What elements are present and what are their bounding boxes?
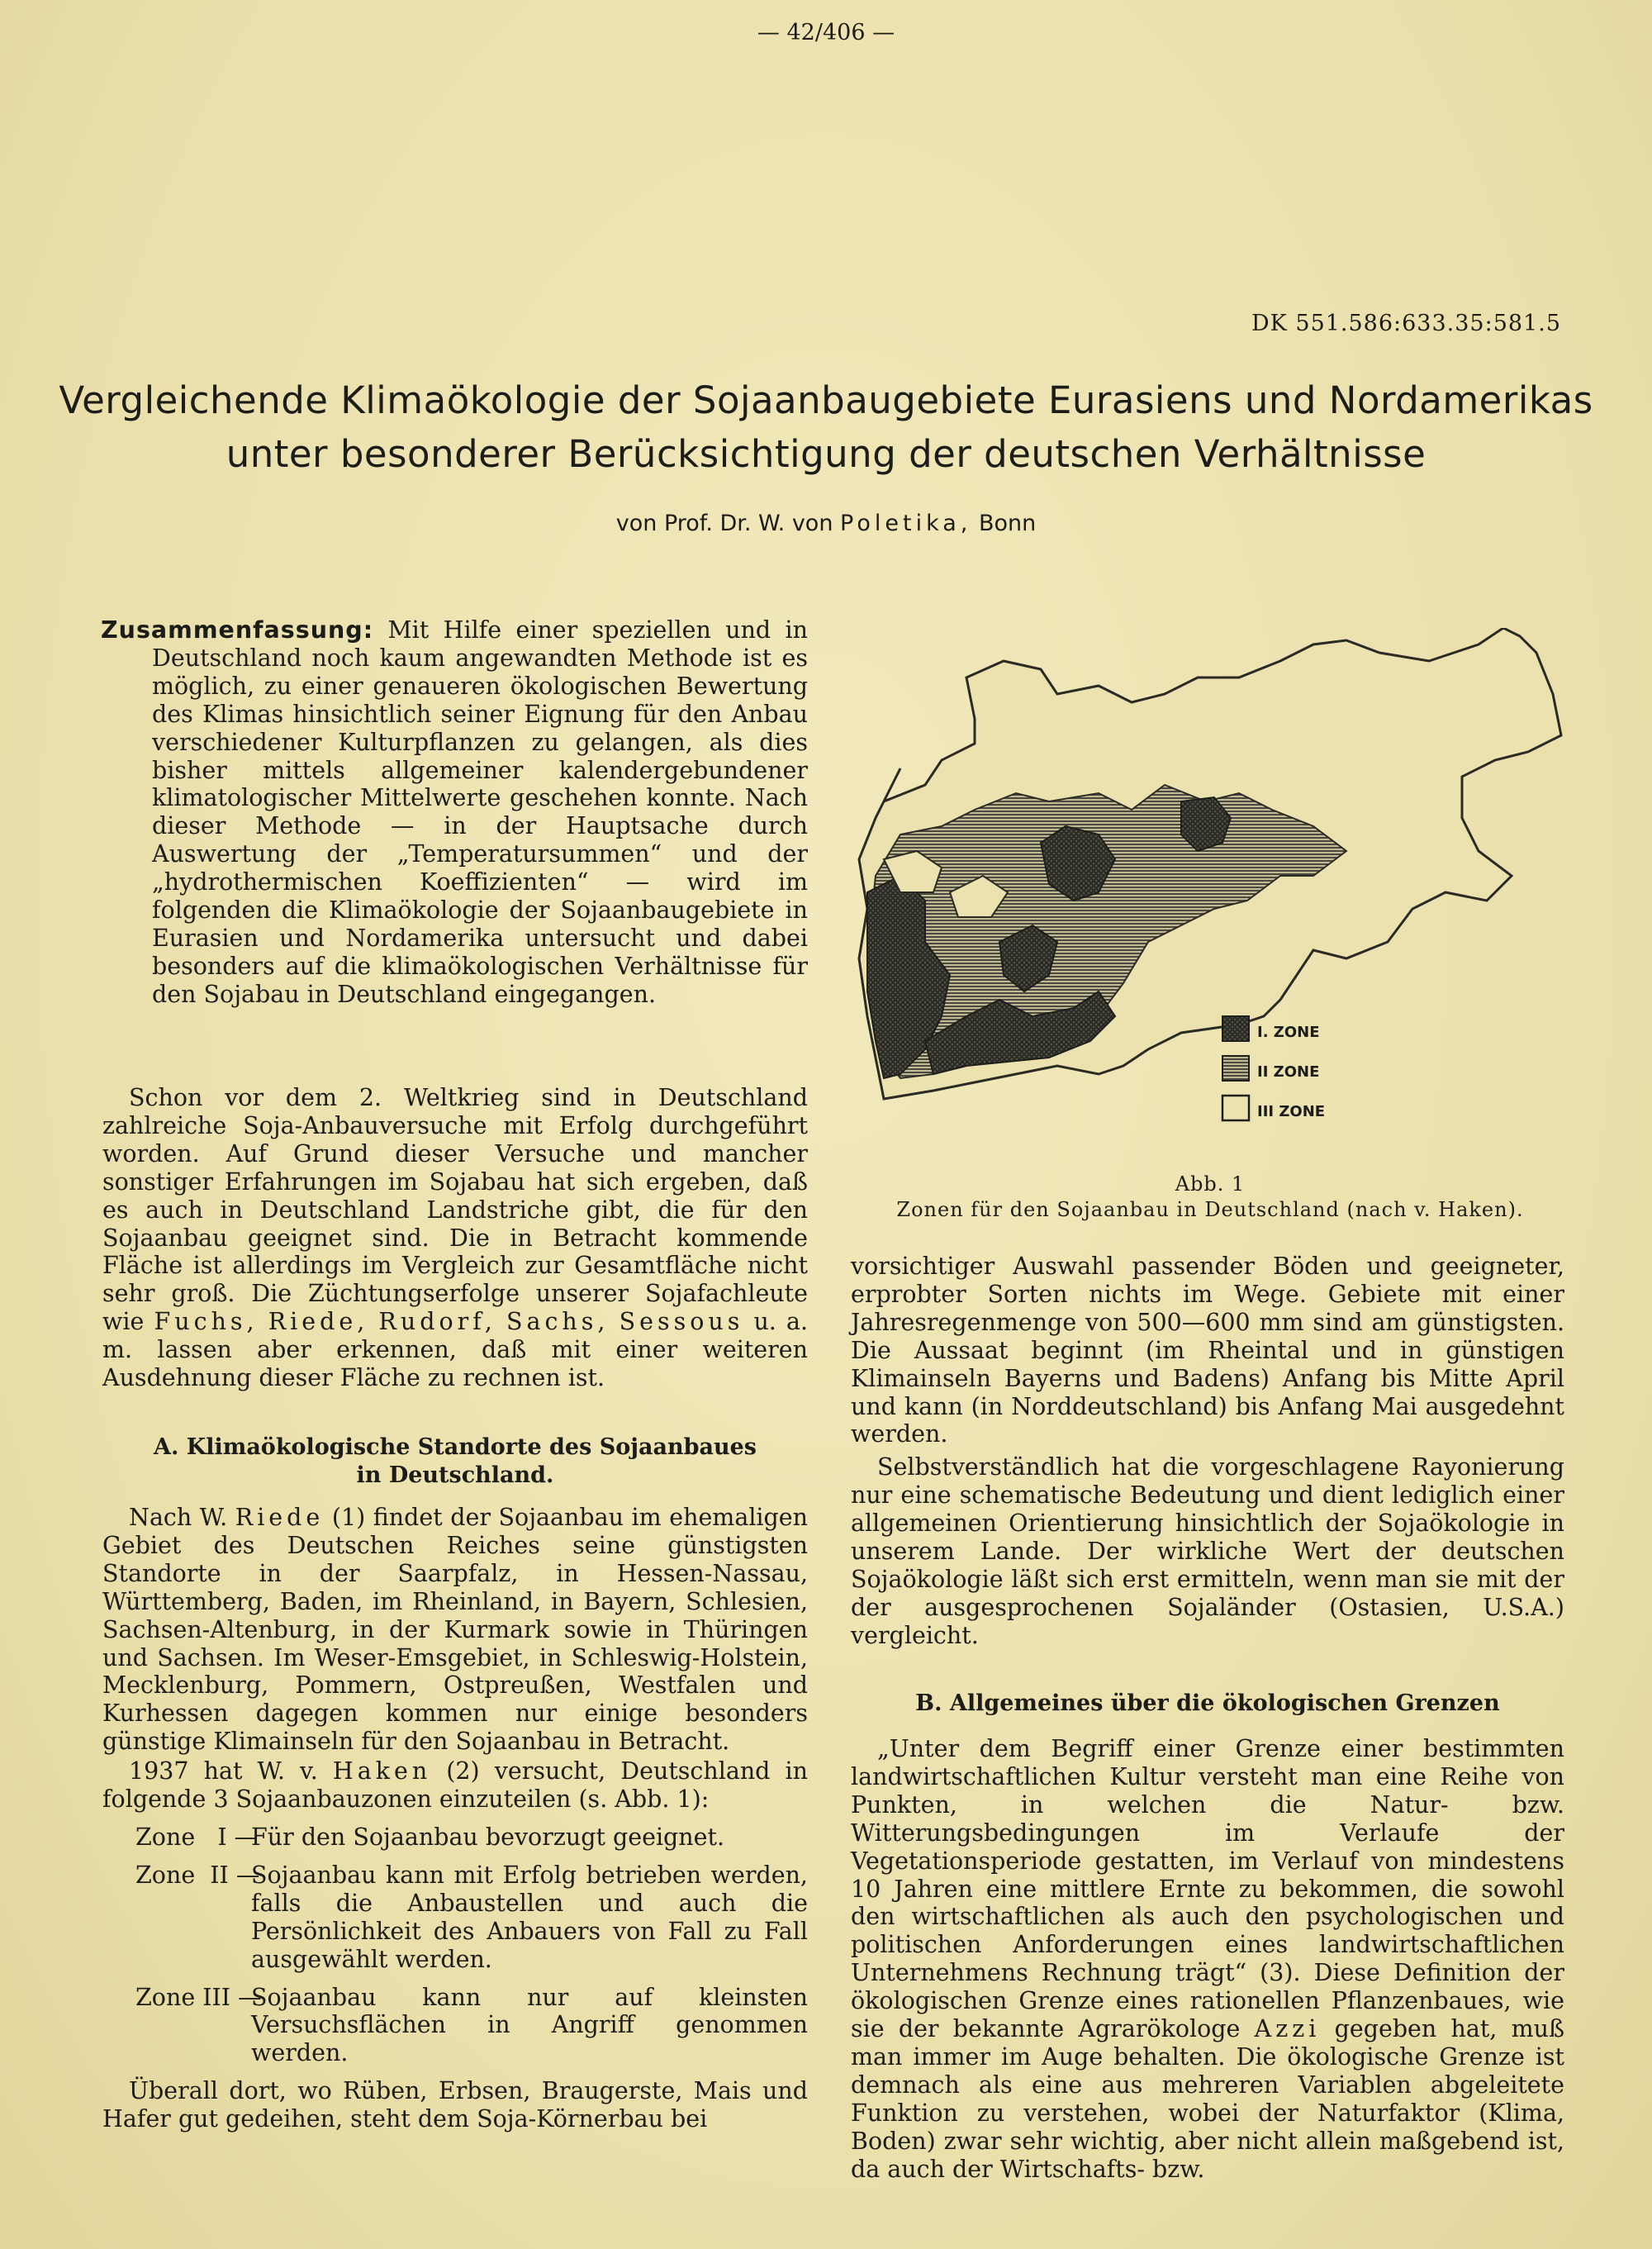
right-para-1: vorsichtiger Auswahl passender Böden und geeigneter, erprobter Sorten nichts im Wege. Gebiete mit einer Jahresregenmenge von 500—600 mm sind am günstigsten. Die Aussaat beginnt (im Rheintal und in günstigen Klimainseln Bayerns und Badens) Anfang bis Mitte April und kann (in Norddeutschland) bis Anfang Mai ausgedehnt werden.: [851, 1253, 1564, 1448]
legend-swatch-zone-1: [1222, 1016, 1249, 1041]
title-line-1: Vergleichende Klimaökologie der Sojaanbaugebiete Eurasiens und Nordamerikas: [59, 378, 1593, 422]
author-line: [0, 511, 1652, 536]
para-a1-pre: Nach W.: [129, 1504, 228, 1531]
zone-label: Zone I —: [135, 1823, 259, 1851]
zone-item-1: [102, 1823, 808, 1852]
para-a1: (1) findet der Sojaanbau im ehemaligen Gebiet des Deutschen Reiches seine günstigsten Standorte in der Saarpfalz, in Hessen-Nassau, Württemberg, Baden, im Rheinland, in Bayern, Schlesien, Sachsen-Altenburg, in der Kurmark sowie in Thüringen und Sachsen. Im Weser-Emsgebiet, in Schleswig-Holstein, Mecklenburg, Pommern, Ostpreußen, Westfalen und Kurhessen dagegen kommen nur einige besonders günstige Klimainseln für den Sojaanbau in Betracht.: [102, 1504, 809, 1756]
section-a-heading-line-1: A. Klimaökologische Standorte des Sojaanbaues: [154, 1434, 757, 1460]
name-riede-2: Riede: [235, 1504, 325, 1531]
author-name: Poletika,: [840, 511, 972, 536]
zone-item-3: [102, 1984, 808, 2068]
section-a-heading-line-2: in Deutschland.: [356, 1462, 554, 1488]
zone-list: [102, 1823, 808, 2067]
name-sessous: Sessous: [619, 1308, 744, 1336]
page-number: — 42/406 —: [757, 20, 895, 45]
para-a2-pre: 1937 hat W. v.: [129, 1757, 318, 1785]
name-rudorf: Rudorf,: [378, 1308, 496, 1336]
right-para-3-post: gegeben hat, muß man immer im Auge behalten. Die ökologische Grenze ist demnach als eine aus mehreren Variablen abgeleitete Funktion zu verstehen, wobei der Naturfaktor (Klima, Boden) zwar sehr wichtig, aber nicht allein maßgebend ist, da auch der Wirtschafts- bzw.: [851, 2015, 1564, 2183]
name-azzi: Azzi: [1254, 2015, 1321, 2043]
intro-text-1: Schon vor dem 2. Weltkrieg sind in Deutschland zahlreiche Soja-Anbauversuche mit Erfolg durchgeführt worden. Auf Grund dieser Versuche und mancher sonstiger Erfahrungen im Sojabau hat sich ergeben, daß es auch in Deutschland Landstriche gibt, die für den Sojaanbau geeignet sind. Die in Betracht kommende Fläche ist allerdings im Vergleich zur Gesamtfläche nicht sehr groß. Die Züchtungserfolge unserer Sojafachleute wie: [102, 1084, 808, 1336]
para-a3: Überall dort, wo Rüben, Erbsen, Braugerste, Mais und Hafer gut gedeihen, steht dem Soja-Körnerbau bei: [102, 2077, 808, 2133]
zone-text: Für den Sojaanbau bevorzugt geeignet.: [251, 1823, 725, 1851]
title-line-2: unter besonderer Berücksichtigung der deutschen Verhältnisse: [225, 432, 1427, 476]
soy-zone-map: [851, 628, 1569, 1173]
zone-text: Sojaanbau kann nur auf kleinsten Versuchsflächen in Angriff genommen werden.: [251, 1983, 808, 2067]
figure-caption-text: Zonen für den Sojaanbau in Deutschland (nach v. Haken).: [896, 1198, 1524, 1221]
section-b-body: [851, 1735, 1564, 2184]
name-sachs: Sachs,: [506, 1308, 610, 1336]
section-a-heading: [102, 1434, 808, 1490]
legend-label-zone-1: I. ZONE: [1257, 1024, 1320, 1041]
figure-number: Abb. 1: [1175, 1172, 1246, 1196]
summary-label: Zusammenfassung:: [101, 616, 374, 644]
summary-block: [101, 616, 808, 1009]
legend-swatch-zone-3: [1222, 1096, 1249, 1120]
intro-text-2: u. a. m. lassen aber erkennen, daß mit einer weiteren Ausdehnung dieser Fläche zu rechnen ist.: [102, 1308, 809, 1392]
legend-label-zone-2: II ZONE: [1257, 1063, 1320, 1081]
author-prefix: von Prof. Dr. W. von: [615, 511, 833, 536]
section-b-heading: B. Allgemeines über die ökologischen Grenzen: [915, 1690, 1500, 1716]
summary-text: Mit Hilfe einer speziellen und in Deutschland noch kaum angewandten Methode ist es möglich, zu einer genaueren ökologischen Bewertung des Klimas hinsichtlich seiner Eignung für den Anbau verschiedener Kulturpflanzen zu gelangen, als dies bisher mittels allgemeiner kalendergebundener klimatologischer Mittelwerte geschehen konnte. Nach dieser Methode — in der Hauptsache durch Auswertung der „Temperatursummen“ und der „hydrothermischen Koeffizienten“ — wird im folgenden die Klimaökologie der Sojaanbaugebiete in Eurasien und Nordamerika untersucht und dabei besonders auf die klimaökologischen Verhältnisse für den Sojabau in Deutschland eingegangen.: [152, 616, 809, 1008]
zone-text: Sojaanbau kann mit Erfolg betrieben werden, falls die Anbaustellen und auch die Persönlichkeit des Anbauers von Fall zu Fall ausgewählt werden.: [251, 1861, 808, 1973]
para-a2: (2) versucht, Deutschland in folgende 3 Sojaanbauzonen einzuteilen (s. Abb. 1):: [102, 1757, 808, 1814]
name-fuchs: Fuchs,: [154, 1308, 259, 1336]
figure-caption: [851, 1172, 1569, 1223]
zone-label: Zone II —: [135, 1861, 260, 1889]
intro-paragraph: [102, 1084, 808, 1392]
zone-label: Zone III —: [135, 1983, 262, 2011]
legend-label-zone-3: III ZONE: [1257, 1103, 1326, 1120]
right-column-body: [851, 1253, 1564, 1650]
zone-item-2: [102, 1861, 808, 1974]
dk-classification: DK 551.586:633.35:581.5: [1251, 311, 1561, 336]
name-riede: Riede,: [268, 1308, 369, 1336]
right-para-2: Selbstverständlich hat die vorgeschlagene Rayonierung nur eine schematische Bedeutung und dient lediglich einer allgemeinen Orientierung hinsichtlich der Sojaökologie in unserem Lande. Der wirkliche Wert der deutschen Sojaökologie läßt sich erst ermitteln, wenn man sie mit der der ausgesprochenen Sojaländer (Ostasien, U.S.A.) vergleicht.: [851, 1453, 1564, 1649]
right-para-3-pre: „Unter dem Begriff einer Grenze einer bestimmten landwirtschaftlichen Kultur versteht man eine Reihe von Punkten, in welchen die Natur- bzw. Witterungsbedingungen im Verlaufe der Vegetationsperiode gestatten, im Verlauf von mindestens 10 Jahren eine mittlere Ernte zu bekommen, die sowohl den wirtschaftlichen als auch den psychologischen und politischen Anforderungen eines landwirtschaftlichen Unternehmens Rechnung trägt“ (3). Diese Definition der ökologischen Grenze eines rationellen Pflanzenbaues, wie sie der bekannte Agrarökologe: [851, 1735, 1564, 2043]
name-haken: Haken: [332, 1757, 432, 1785]
legend-swatch-zone-2: [1222, 1056, 1249, 1081]
section-a-body: [102, 1504, 808, 2133]
paper-title: [50, 373, 1602, 481]
author-place: Bonn: [978, 511, 1037, 536]
section-b-heading-wrap: [851, 1690, 1564, 1718]
